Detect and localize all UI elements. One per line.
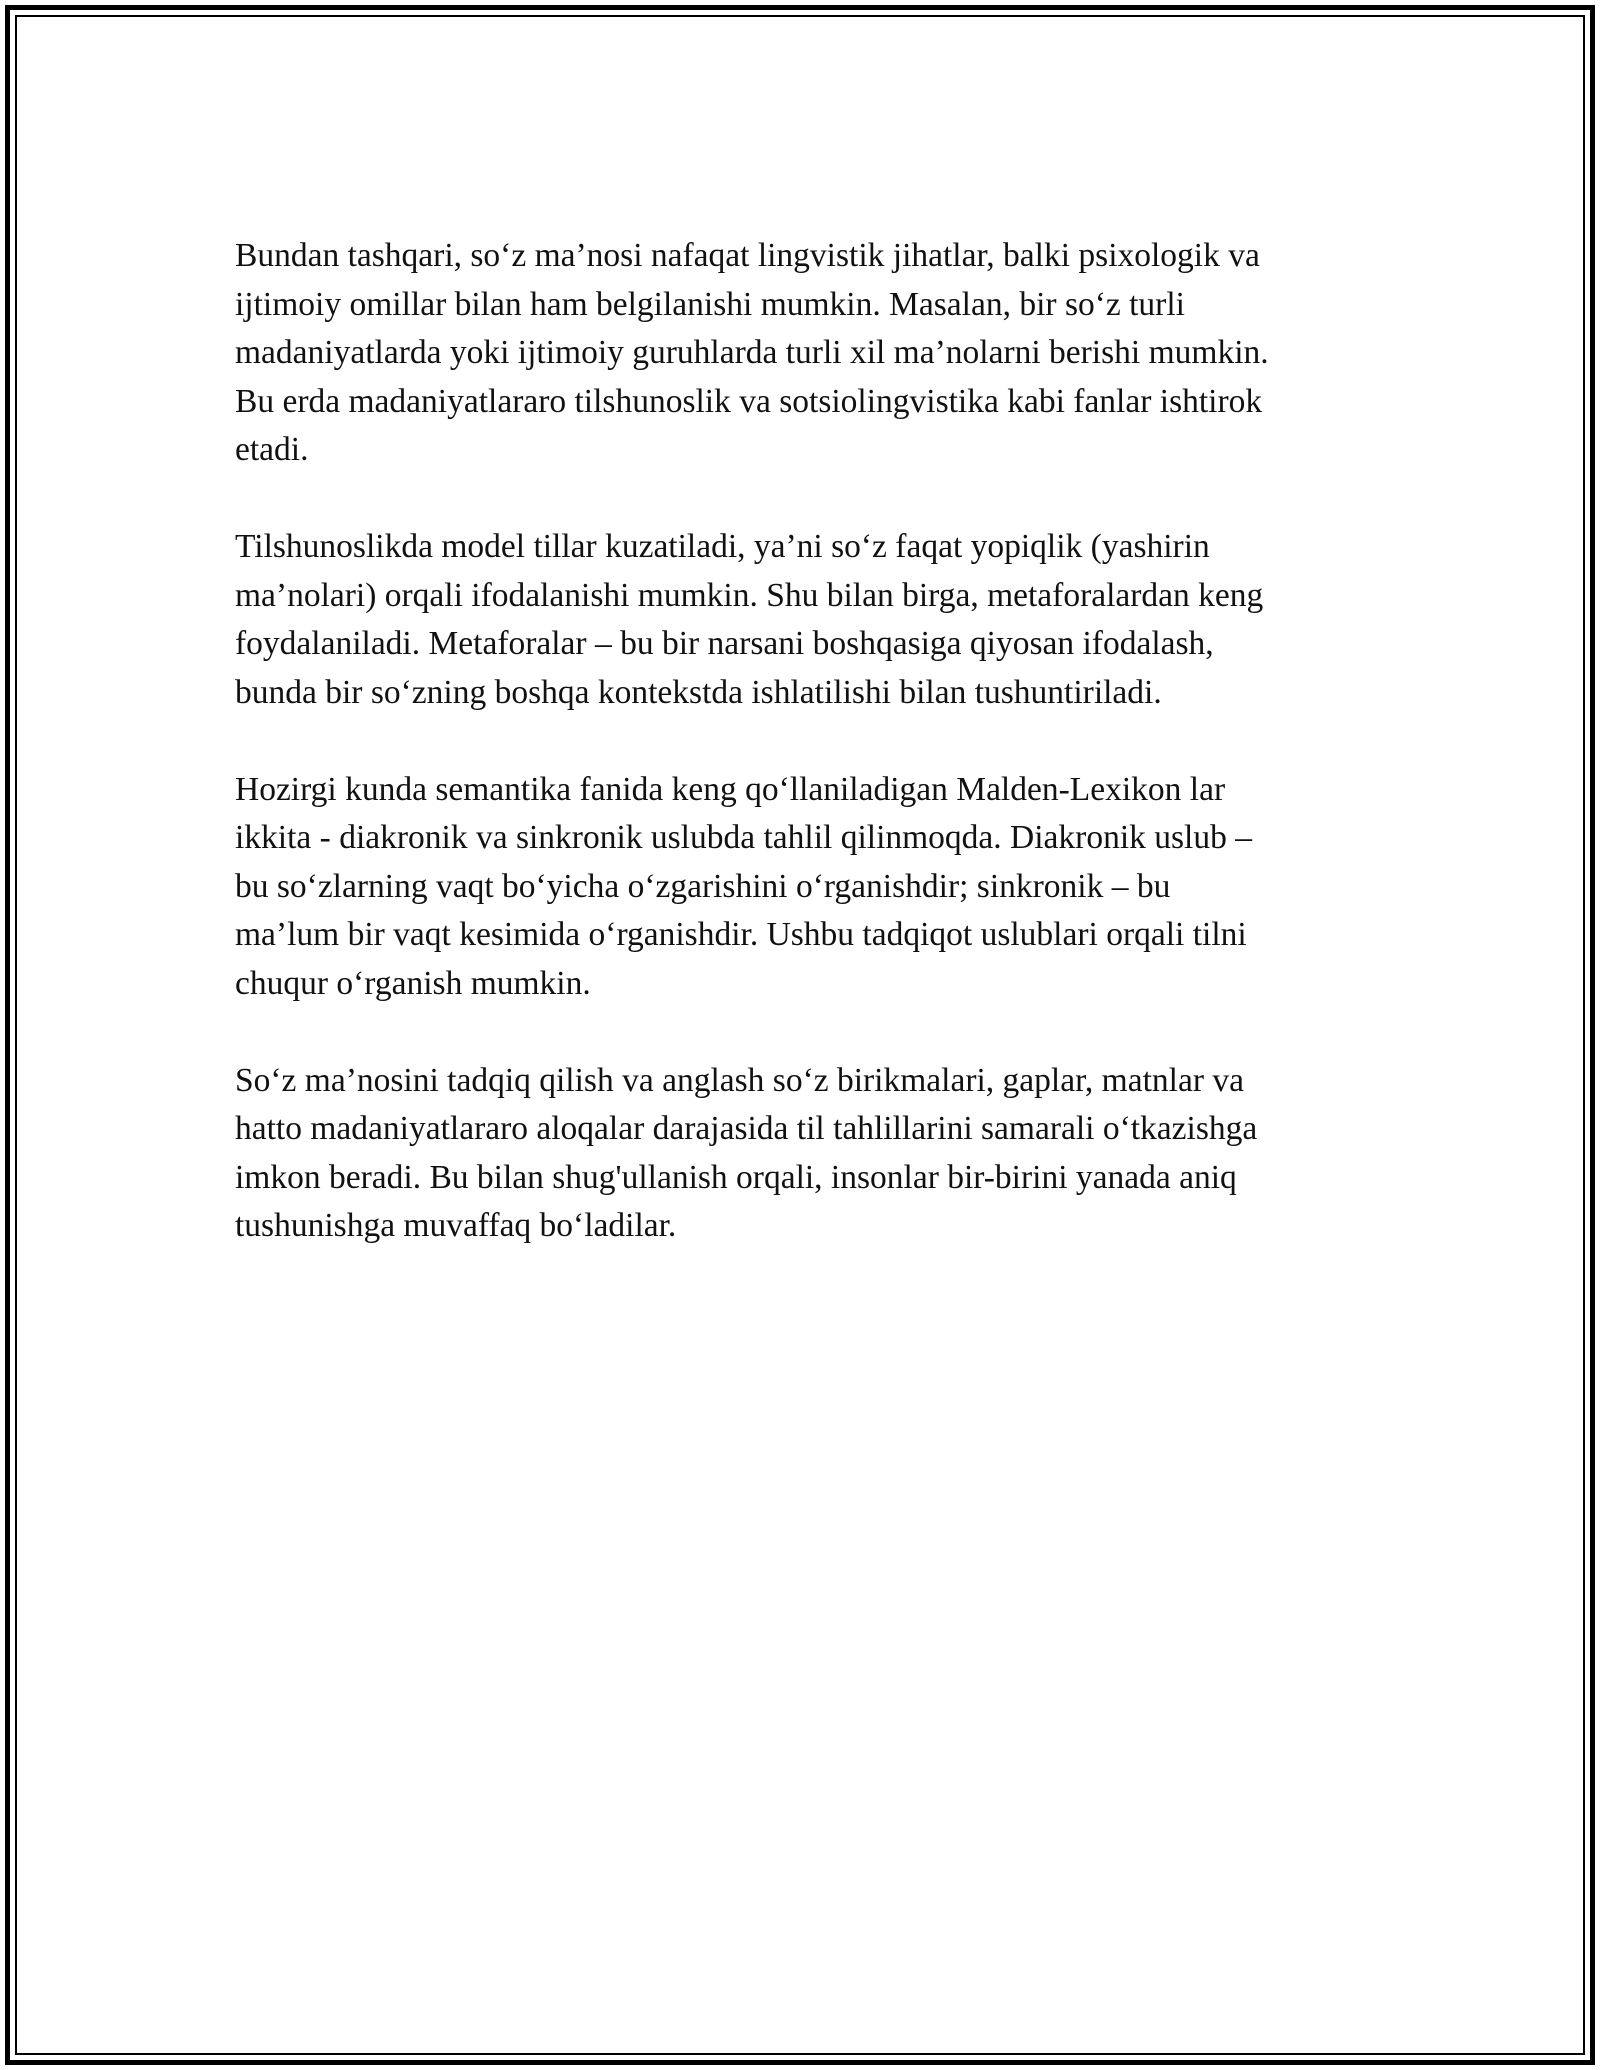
text-line: etadi. bbox=[235, 431, 309, 468]
text-line: madaniyatlarda yoki ijtimoiy guruhlarda turli xil ma’nolarni berishi mumkin. bbox=[235, 334, 1269, 371]
text-line: bu so‘zlarning vaqt bo‘yicha o‘zgarishini o‘rganishdir; sinkronik – bu bbox=[235, 867, 1171, 905]
text-line: foydalaniladi. Metaforalar – bu bir narsani boshqasiga qiyosan ifodalash, bbox=[235, 625, 1214, 662]
paragraph-4 bbox=[235, 1057, 1375, 1251]
paragraph-2 bbox=[235, 523, 1375, 717]
text-line: Bundan tashqari, so‘z ma’nosi nafaqat lingvistik jihatlar, balki psixologik va bbox=[235, 237, 1260, 274]
text-line: Hozirgi kunda semantika fanida keng qo‘llaniladigan Malden-Lexikon lar bbox=[235, 770, 1226, 808]
paragraph-1 bbox=[235, 232, 1375, 475]
document-body bbox=[235, 232, 1375, 1299]
text-line: hatto madaniyatlararo aloqalar darajasida til tahlillarini samarali o‘tkazishga bbox=[235, 1110, 1258, 1147]
text-line: tushunishga muvaffaq bo‘ladilar. bbox=[235, 1207, 677, 1244]
text-line: ma’lum bir vaqt kesimida o‘rganishdir. Ushbu tadqiqot uslublari orqali tilni bbox=[235, 916, 1247, 953]
text-line: Bu erda madaniyatlararo tilshunoslik va sotsiolingvistika kabi fanlar ishtirok bbox=[235, 382, 1263, 420]
text-line: ma’nolari) orqali ifodalanishi mumkin. Shu bilan birga, metaforalardan keng bbox=[235, 576, 1264, 614]
text-line: chuqur o‘rganish mumkin. bbox=[235, 964, 591, 1002]
text-line: So‘z ma’nosini tadqiq qilish va anglash so‘z birikmalari, gaplar, matnlar va bbox=[235, 1061, 1244, 1099]
text-line: Tilshunoslikda model tillar kuzatiladi, ya’ni so‘z faqat yopiqlik (yashirin bbox=[235, 528, 1210, 565]
text-line: ijtimoiy omillar bilan ham belgilanishi mumkin. Masalan, bir so‘z turli bbox=[235, 285, 1185, 323]
text-line: bunda bir so‘zning boshqa kontekstda ishlatilishi bilan tushuntiriladi. bbox=[235, 673, 1162, 711]
text-line: imkon beradi. Bu bilan shug'ullanish orqali, insonlar bir-birini yanada aniq bbox=[235, 1158, 1237, 1196]
paragraph-3 bbox=[235, 766, 1375, 1009]
text-line: ikkita - diakronik va sinkronik uslubda tahlil qilinmoqda. Diakronik uslub – bbox=[235, 819, 1252, 856]
